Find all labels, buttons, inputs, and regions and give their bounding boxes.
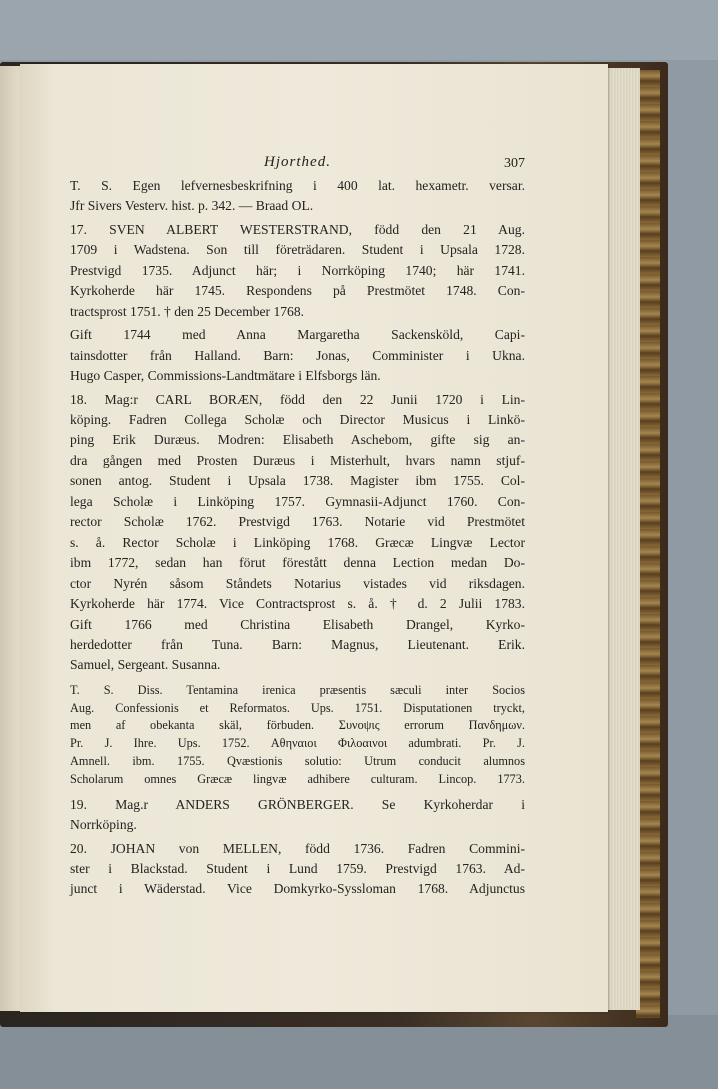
bibliography-line: men af obekanta skäl, förbuden. Συνοψις errorum Πανδημων. [70, 718, 525, 733]
text-line: lega Scholæ i Linköping 1757. Gymnasii-Adjunct 1760. Con- [70, 493, 525, 509]
left-page-edge [0, 66, 20, 1011]
text-line: ping Erik Duræus. Modren: Elisabeth Aschebom, gifte sig an- [70, 432, 525, 448]
bibliography-line: Pr. J. Ihre. Ups. 1752. Αθηναιοι Φιλοαινοι adumbrati. Pr. J. [70, 736, 525, 751]
running-title: Hjorthed. [264, 154, 331, 170]
running-head [70, 146, 525, 170]
text-line: 17. SVEN ALBERT WESTERSTRAND, född den 21 Aug. [70, 221, 525, 237]
text-line: tractsprost 1751. † den 25 December 1768. [70, 303, 305, 319]
book-page [20, 64, 608, 1012]
text-line: s. å. Rector Scholæ i Linköping 1768. Græcæ Lingvæ Lector [70, 534, 525, 550]
text-line: T. S. Egen lefvernesbeskrifning i 400 lat. hexametr. versar. [70, 178, 525, 193]
text-line: rector Scholæ 1762. Prestvigd 1763. Notarie vid Prestmötet [70, 514, 525, 530]
bibliography-block [70, 682, 525, 789]
text-line: Gift 1744 med Anna Margaretha Sackensköld, Capi- [70, 327, 525, 343]
text-line: Jfr Sivers Vesterv. hist. p. 342. — Braad OL. [70, 198, 314, 214]
text-line: Samuel, Sergeant. Susanna. [70, 657, 221, 673]
page-edges [606, 68, 640, 1010]
text-line: ster i Blackstad. Student i Lund 1759. Prestvigd 1763. Ad- [70, 861, 525, 877]
text-line: 19. Mag.r ANDERS GRÖNBERGER. Se Kyrkoherdar i [70, 796, 525, 812]
text-line: Gift 1766 med Christina Elisabeth Drangel, Kyrko- [70, 616, 525, 632]
bibliography-line: Amnell. ibm. 1755. Qvæstionis solutio: Utrum conducit alumnos [70, 754, 525, 769]
text-line: Norrköping. [70, 817, 137, 833]
text-line: dra gången med Prosten Duræus i Misterhult, hvars namn stjuf- [70, 452, 525, 468]
text-line: Prestvigd 1735. Adjunct här; i Norrköping 1740; här 1741. [70, 262, 525, 278]
text-line: junct i Wäderstad. Vice Domkyrko-Syssloman 1768. Adjunctus [70, 881, 525, 897]
text-line: tainsdotter från Halland. Barn: Jonas, Comminister i Ukna. [70, 347, 525, 363]
text-line: 18. Mag:r CARL BORÆN, född den 22 Junii 1720 i Lin- [70, 391, 525, 407]
text-line: Hugo Casper, Commissions-Landtmätare i Elfsborgs län. [70, 368, 381, 384]
text-line: Kyrkoherde här 1745. Respondens på Prestmötet 1748. Con- [70, 283, 525, 299]
bibliography-line: Scholarum omnes Græcæ lingvæ adhibere culturam. Lincop. 1773. [70, 771, 525, 786]
text-line: ctor Nyrén såsom Ståndets Notarius vistades vid riksdagen. [70, 575, 525, 591]
backdrop-top [0, 0, 718, 60]
text-line: herdedotter från Tuna. Barn: Magnus, Lieutenant. Erik. [70, 636, 525, 652]
text-line: 20. JOHAN von MELLEN, född 1736. Fadren Commini- [70, 840, 525, 856]
bibliography-line: T. S. Diss. Tentamina irenica præsentis sæculi inter Socios [70, 682, 525, 697]
text-line: ibm 1772, sedan han förut förestått denna Lection medan Do- [70, 555, 525, 571]
text-line: köping. Fadren Collega Scholæ och Director Musicus i Linkö- [70, 411, 525, 427]
text-line: Kyrkoherde här 1774. Vice Contractsprost s. å. † d. 2 Julii 1783. [70, 596, 525, 612]
bibliography-line: Aug. Confessionis et Reformatos. Ups. 1751. Disputationen tryckt, [70, 700, 525, 715]
text-line: sonen antog. Student i Upsala 1738. Magister ibm 1755. Col- [70, 473, 525, 489]
page-number: 307 [504, 156, 525, 171]
text-line: 1709 i Wadstena. Son till företrädaren. Student i Upsala 1728. [70, 242, 525, 258]
page-text [70, 146, 525, 900]
